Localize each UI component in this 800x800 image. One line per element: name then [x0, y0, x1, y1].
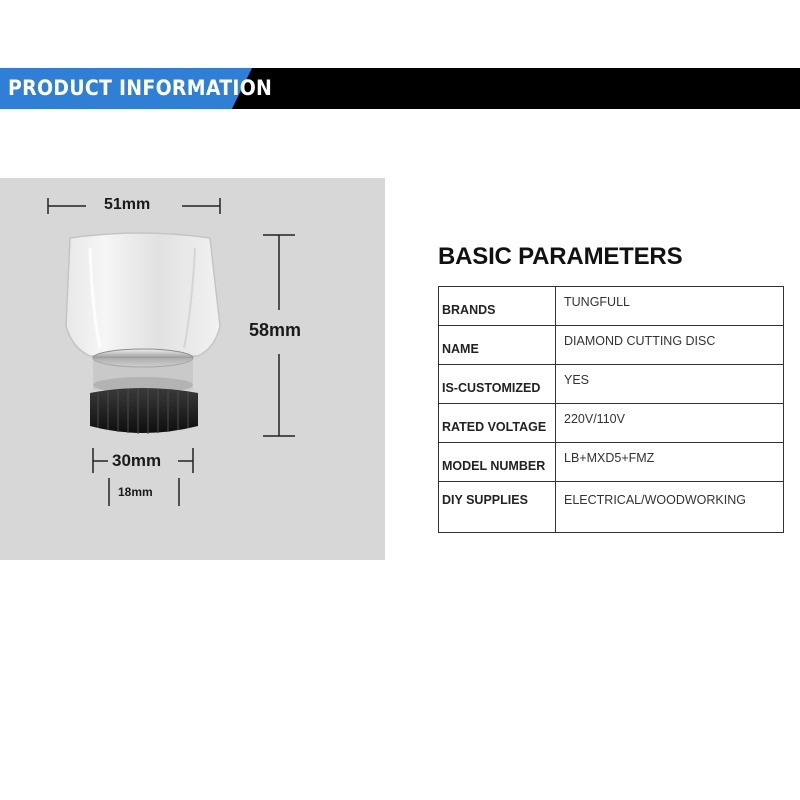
width-label: 51mm: [104, 196, 151, 213]
table-row: [439, 443, 784, 482]
param-value: TUNGFULL: [556, 287, 784, 326]
table-row: [439, 326, 784, 365]
param-value: 220V/110V: [556, 404, 784, 443]
threaded-cap: [90, 388, 198, 433]
shaft-label: 18mm: [118, 485, 153, 499]
table-row: [439, 482, 784, 533]
table-row: [439, 365, 784, 404]
table-row: [439, 287, 784, 326]
product-photo: [0, 178, 385, 560]
param-value: DIAMOND CUTTING DISC: [556, 326, 784, 365]
parameters-title: BASIC PARAMETERS: [438, 243, 683, 270]
param-value: LB+MXD5+FMZ: [556, 443, 784, 482]
param-key: MODEL NUMBER: [439, 443, 556, 482]
param-value: ELECTRICAL/WOODWORKING: [556, 482, 784, 533]
height-label: 58mm: [249, 320, 302, 340]
param-key: BRANDS: [439, 287, 556, 326]
base-label: 30mm: [112, 451, 162, 470]
param-key: RATED VOLTAGE: [439, 404, 556, 443]
param-key: DIY SUPPLIES: [439, 482, 556, 533]
product-illustration: [0, 178, 385, 560]
param-value: YES: [556, 365, 784, 404]
table-row: [439, 404, 784, 443]
page-title: PRODUCT INFORMATION: [8, 76, 273, 100]
param-key: IS-CUSTOMIZED: [439, 365, 556, 404]
param-key: NAME: [439, 326, 556, 365]
parameters-table: [438, 286, 784, 533]
